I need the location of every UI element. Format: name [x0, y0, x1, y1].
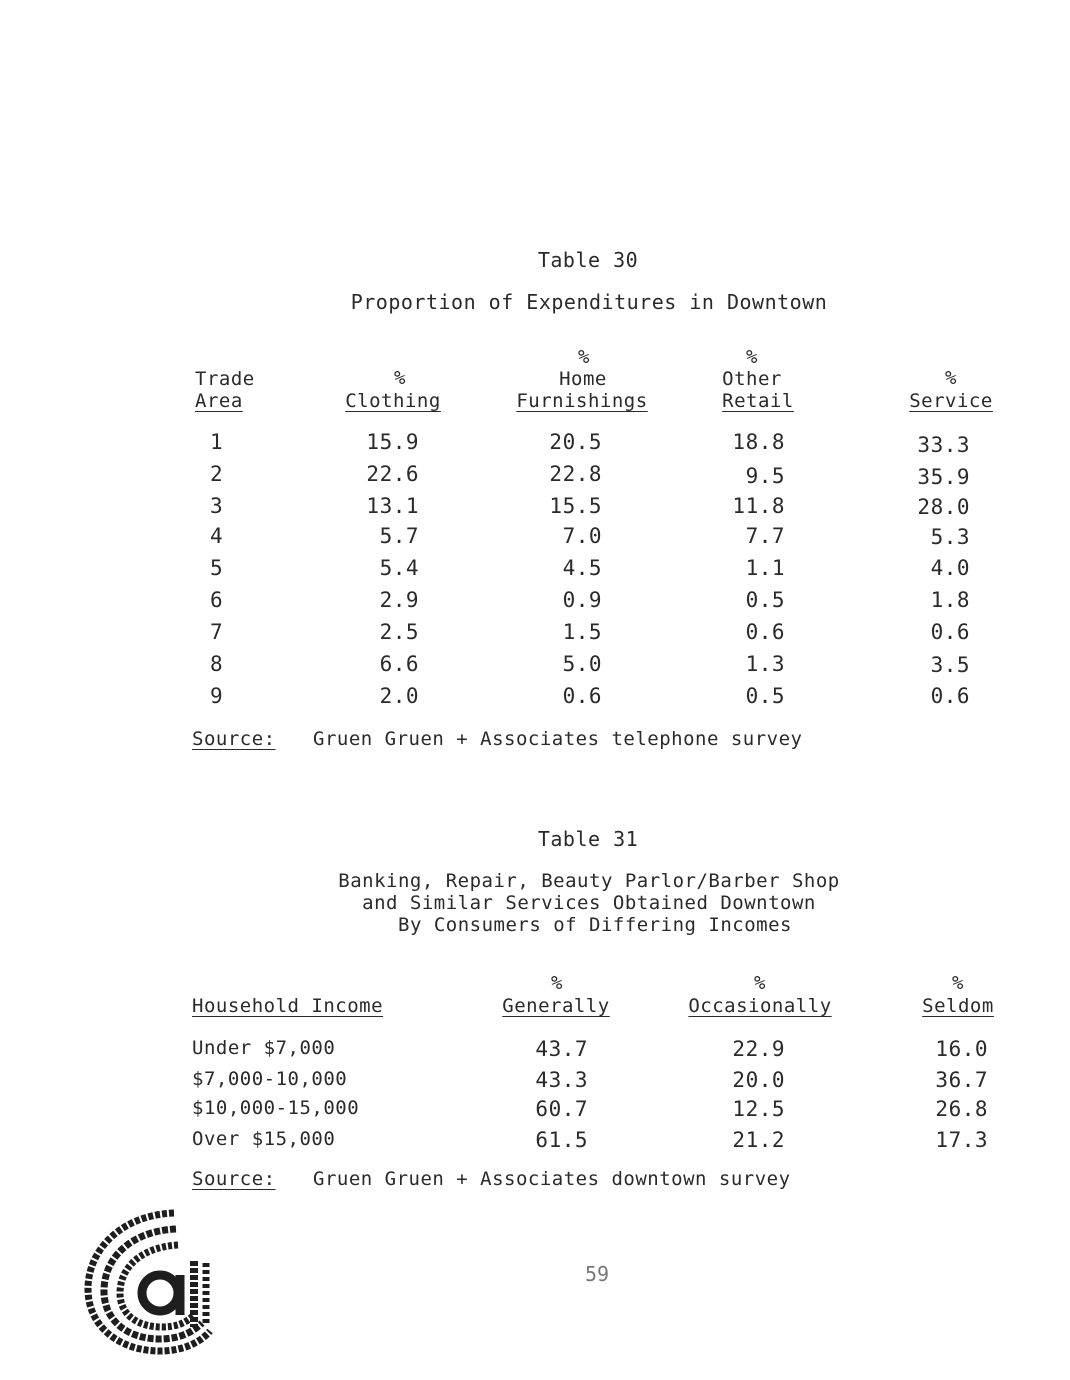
seldom-cell: 17.3: [935, 1128, 988, 1152]
gga-logo-icon: [82, 1205, 218, 1355]
header-other-line2: Retail: [722, 390, 794, 412]
header-occasionally: Occasionally: [688, 995, 832, 1017]
service-cell: 33.3: [917, 433, 970, 457]
service-cell: 4.0: [930, 556, 970, 580]
header-home-pct: %: [578, 346, 590, 368]
seldom-cell: 36.7: [935, 1068, 988, 1092]
other-cell: 0.6: [745, 620, 785, 644]
header-other-pct: %: [746, 346, 758, 368]
clothing-cell: 5.4: [379, 556, 419, 580]
trade-area-cell: 7: [210, 620, 224, 644]
header-household-income: Household Income: [192, 995, 384, 1017]
occasionally-cell: 22.9: [732, 1037, 785, 1061]
table31-caption: Table 31: [537, 827, 639, 851]
table30-source-label: Source:: [192, 728, 276, 750]
header-clothing-pct: %: [394, 367, 406, 389]
income-cell: $10,000-15,000: [192, 1097, 360, 1119]
header-generally: Generally: [502, 995, 610, 1017]
table30-caption: Table 30: [537, 248, 639, 272]
other-cell: 0.5: [745, 588, 785, 612]
header-home-line2: Furnishings: [516, 390, 648, 412]
table31-title-line1: Banking, Repair, Beauty Parlor/Barber Shop: [338, 870, 840, 892]
service-cell: 5.3: [930, 525, 970, 549]
clothing-cell: 13.1: [366, 494, 419, 518]
home-cell: 0.9: [562, 588, 602, 612]
table31-source-text: Gruen Gruen + Associates downtown survey: [313, 1168, 791, 1190]
home-cell: 0.6: [562, 684, 602, 708]
trade-area-cell: 4: [210, 524, 224, 548]
clothing-cell: 2.0: [379, 684, 419, 708]
income-cell: $7,000-10,000: [192, 1068, 348, 1090]
home-cell: 4.5: [562, 556, 602, 580]
other-cell: 18.8: [732, 430, 785, 454]
trade-area-cell: 9: [210, 684, 224, 708]
page-number: 59: [585, 1262, 610, 1286]
header-service-pct: %: [945, 367, 957, 389]
occasionally-cell: 20.0: [732, 1068, 785, 1092]
clothing-cell: 2.9: [379, 588, 419, 612]
other-cell: 1.3: [745, 652, 785, 676]
generally-cell: 61.5: [535, 1128, 588, 1152]
clothing-cell: 6.6: [379, 652, 419, 676]
home-cell: 7.0: [562, 524, 602, 548]
home-cell: 22.8: [549, 462, 602, 486]
home-cell: 20.5: [549, 430, 602, 454]
other-cell: 11.8: [732, 494, 785, 518]
header-home-line1: Home: [559, 368, 607, 390]
header-clothing: Clothing: [345, 390, 441, 412]
generally-cell: 60.7: [535, 1097, 588, 1121]
trade-area-cell: 5: [210, 556, 224, 580]
header-occasionally-pct: %: [754, 972, 766, 994]
table31-title-line2: and Similar Services Obtained Downtown: [362, 892, 816, 914]
service-cell: 0.6: [930, 684, 970, 708]
header-seldom: Seldom: [922, 995, 994, 1017]
income-cell: Under $7,000: [192, 1037, 336, 1059]
service-cell: 1.8: [930, 588, 970, 612]
other-cell: 7.7: [745, 524, 785, 548]
other-cell: 1.1: [745, 556, 785, 580]
other-cell: 0.5: [745, 684, 785, 708]
trade-area-cell: 2: [210, 462, 224, 486]
header-trade-line2: Area: [195, 390, 243, 412]
occasionally-cell: 12.5: [732, 1097, 785, 1121]
trade-area-cell: 8: [210, 652, 224, 676]
clothing-cell: 5.7: [379, 524, 419, 548]
seldom-cell: 16.0: [935, 1037, 988, 1061]
header-trade-line1: Trade: [195, 368, 255, 390]
service-cell: 0.6: [930, 620, 970, 644]
clothing-cell: 22.6: [366, 462, 419, 486]
generally-cell: 43.7: [535, 1037, 588, 1061]
header-seldom-pct: %: [952, 972, 964, 994]
income-cell: Over $15,000: [192, 1128, 336, 1150]
trade-area-cell: 6: [210, 588, 224, 612]
service-cell: 28.0: [917, 495, 970, 519]
generally-cell: 43.3: [535, 1068, 588, 1092]
clothing-cell: 2.5: [379, 620, 419, 644]
table30-source-text: Gruen Gruen + Associates telephone survey: [313, 728, 803, 750]
service-cell: 3.5: [930, 653, 970, 677]
trade-area-cell: 1: [210, 430, 224, 454]
other-cell: 9.5: [745, 464, 785, 488]
trade-area-cell: 3: [210, 494, 224, 518]
header-generally-pct: %: [551, 972, 563, 994]
home-cell: 15.5: [549, 494, 602, 518]
table31-source-label: Source:: [192, 1168, 276, 1190]
occasionally-cell: 21.2: [732, 1128, 785, 1152]
home-cell: 5.0: [562, 652, 602, 676]
table31-title-line3: By Consumers of Differing Incomes: [398, 914, 792, 936]
service-cell: 35.9: [917, 465, 970, 489]
table30-title: Proportion of Expenditures in Downtown: [350, 290, 828, 314]
header-other-line1: Other: [722, 368, 782, 390]
header-service: Service: [909, 390, 993, 412]
seldom-cell: 26.8: [935, 1097, 988, 1121]
home-cell: 1.5: [562, 620, 602, 644]
clothing-cell: 15.9: [366, 430, 419, 454]
